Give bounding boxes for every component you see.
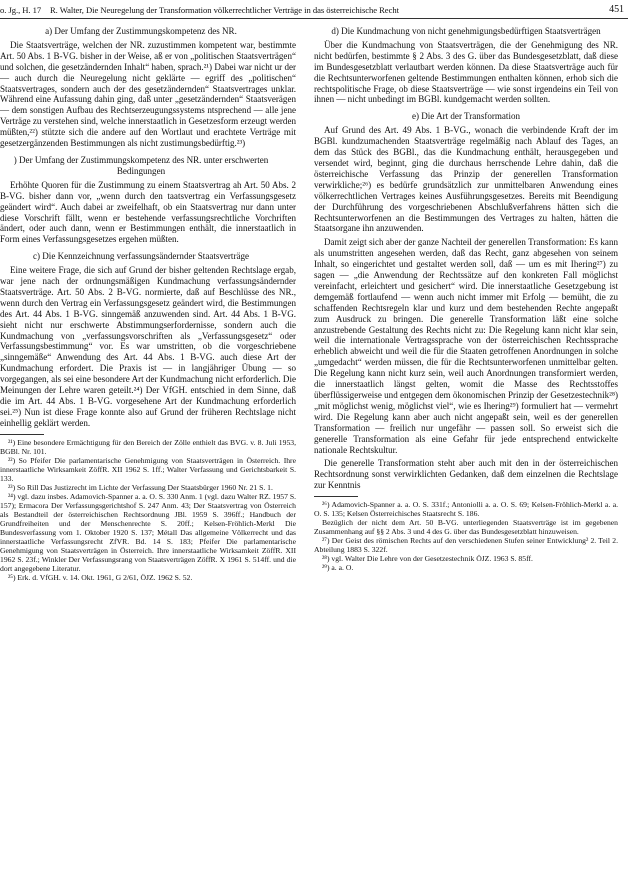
right-column [314, 26, 618, 573]
running-title: R. Walter, Die Neuregelung der Transformation völkerrechtlicher Verträge in das österreichische Recht [50, 5, 399, 15]
page-number: 451 [609, 4, 624, 15]
section-heading-c: c) Die Kennzeichnung verfassungsändernder Staatsverträge [32, 251, 250, 262]
running-header [0, 4, 628, 18]
footnote-24: ²⁴) vgl. dazu insbes. Adamovich-Spanner a. a. O. S. 330 Anm. 1 (vgl. dazu Walter RZ. 1957 S. 157); Ermacora Der Verfassungsgerichtshof S. 247 Anm. 43; Der Staatsvertrag von Österreich als Bestandteil der österreichischen Rechtsordnung JBl. 1959 S. 396ff.; Handbuch der Grundfreiheiten und der Menschenrechte S. 20ff.; Kelsen-Fröhlich-Merkl Die Bundesverfassung vom 1. Oktober 1920 S. 137; Métall Das allgemeine Völkerrecht und das innerstaatliche Verfassungsrecht ZfVR. Bd. 14 S. 183; Pfeifer Die parlamentarische Genehmigung von Staatsverträgen in Österreich. Ihre innerstaatliche Wirksamkeit ZöffR. XII 1962 S. 23f.; Winkler Der Verfassungsrang von Staatsverträgen ZöffR. X 1961 S. 514ff. und die dort angegebene Literatur. [0, 492, 296, 574]
paragraph-e3: Die generelle Transformation steht aber auch mit den in der österreichischen Rechtsordnung sonst verwirklichten Gedanken, daß dem einzelnen die Rechtslage zur Kenntnis [314, 458, 618, 491]
section-heading-e: e) Die Art der Transformation [411, 111, 521, 122]
journal-volume: o. Jg., H. 17 [0, 5, 42, 15]
footnote-26: ²⁶) Adamovich-Spanner a. a. O. S. 331f.; Antoniolli a. a. O. S. 69; Kelsen-Fröhlich-Merkl a. a. O. S. 135; Kelsen Österreichisches Staatsrecht S. 186. [314, 500, 618, 519]
paragraph-e1: Auf Grund des Art. 49 Abs. 1 B-VG., wonach die verbindende Kraft der im BGBl. kundzumachenden Staatsverträge regelmäßig nach Ablauf des Tages, an dem das Stück des BGBl., das die Kundmachung enthält, herausgegeben und versendet wird, beginnt, ging die durchaus herrschende Lehre dahin, daß die österreichische Verfassung das Prinzip der generellen Transformation verwirkliche;²⁶) es bedürfe grundsätzlich zur unmittelbaren Anwendung eines völkerrechtlichen Vertrages keines Ausführungsgesetzes. Bereits mit Beendigung der Durchführung des vorgeschriebenen Abschlußverfahrens hätten sich die Rechtsunterworfenen an die Bestimmungen des Vertrages zu halten, hätten die Staatsorgane ihn anzuwenden. [314, 125, 618, 234]
footnote-21: ²¹) Eine besondere Ermächtigung für den Bereich der Zölle enthielt das BVG. v. 8. Juli 1953, BGBl. Nr. 101. [0, 437, 296, 456]
section-heading-b: ) Der Umfang der Zustimmungskompetenz des NR. unter erschwerten Bedingungen [13, 154, 269, 176]
footnote-22: ²²) So Pfeifer Die parlamentarische Genehmigung von Staatsverträgen in Österreich. Ihre innerstaatliche Wirksamkeit ZöffR. XII 1962 S. 1ff.; Walter Verfassung und Gerichtsbarkeit S. 133. [0, 455, 296, 483]
section-heading-a: a) Der Umfang der Zustimmungskompetenz des NR. [45, 26, 237, 36]
footnote-rule [314, 496, 358, 497]
section-heading-d: d) Die Kundmachung von nicht genehmigungsbedürftigen Staatsverträgen [331, 26, 601, 36]
paragraph-a: Die Staatsverträge, welchen der NR. zuzustimmen kompetent war, bestimmte Art. 50 Abs. 1 B-VG. bisher in der Weise, aß er von „politischen Staatsverträgen“ und solchen, die gesetzändernden Inhalt“ haben, sprach.²¹) Dabei war nicht ur der — auch durch die Neuregelung nicht geklärte — egriff des „politischen“ Staatsvertrages, sondern auch der des gesetzändernden“ Staatsvertrages unklar. Während eine Aufassung dahin ging, daß unter „gesetzändernden“ Staatsverägen — dem sonstigen Aufbau des Rechtserzeugungssystems ntsprechend — alle jene Verträge zu verstehen sind, welche innerstaatlich in Gesetzesform erzeugt werden müßten,²²) stützte sich die andere auf den Wortlaut und erachtete Verträge mit gesetzergänzenden Bestimmungen als nicht zustimungsbedürftig.²³) [0, 39, 296, 149]
paragraph-d: Über die Kundmachung von Staatsverträgen, die der Genehmigung des NR. nicht bedürfen, bestimmte § 2 Abs. 3 des G. über das Bundesgesetzblatt, daß diese im Bundesgesetzblatt verlautbart werden können. Da diese Staatsverträge auch für die Rechtsunterworfenen geltende Bestimmungen enthalten können, erhob sich die rechtspolitische Frage, ob diese Staatsverträge — wie sonst irgendeins ein Teil von ihnen — nicht unbedingt im BGBl. kundgemacht werden sollten. [314, 39, 618, 105]
left-column [0, 26, 296, 582]
paragraph-e2: Damit zeigt sich aber der ganze Nachteil der generellen Transformation: Es kann als unumstritten angesehen werden, daß das Recht, ganz abgesehen von seinem Inhalt, so eingerichtet und gestaltet werden soll, daß — um es mit Ihering²⁷) zu sagen — „die Anwendung der Rechtssätze auf den konkreten Fall möglichst vereinfacht, erleichtert und gesichert“ wird. Die innerstaatliche Gesetzgebung ist demgemäß fortlaufend — wenn auch nicht immer mit Erfolg — bemüht, die zu schaffenden Rechtsregeln klar und kurz und dem bestehenden Rechte angepaßt zum Ausdruck zu bringen. Die generelle Transformation läßt eine solche anzustrebende Gestaltung des Rechts nicht zu: Die Regelung kann nicht klar sein, weil die internationale Vertragssprache von der österreichischen Rechtssprache erheblich abweicht und weil die für die Staaten getroffenen Anordnungen in solche „umgedacht“ werden müssen, die für die Rechtsunterworfenen unmittelbar gelten. Die Regelung kann nicht kurz sein, weil auch Anordnungen transformiert werden, die innerstaatlich längst gelten, womit die Masse des Rechtsstoffes überflüssigerweise und entgegen dem ökonomischen Prinzip der Gesetzestechnik²⁸) „mit möglichst wenig, möglichst viel“, wie es Ihering²⁹) formuliert hat — vermehrt wird. Die Regelung kann aber auch nicht angepaßt sein, weil es der generellen Transformation — freilich nur ungefähr — passen soll. So erweist sich die generelle Transformation als eine Gefahr für jede entsprechend entwickelte nationale Rechtskultur. [314, 237, 618, 455]
footnote-rule [0, 434, 44, 435]
footnote-27: ²⁷) Der Geist des römischen Rechts auf den verschiedenen Stufen seiner Entwicklung² 2. Teil 2. Abteilung 1883 S. 322f. [314, 536, 618, 555]
footnote-28: ²⁸) vgl. Walter Die Lehre von der Gesetzestechnik ÖJZ. 1963 S. 85ff. [322, 554, 533, 564]
footnote-25: ²⁵) Erk. d. VfGH. v. 14. Okt. 1961, G 2/61, ÖJZ. 1962 S. 52. [8, 573, 193, 583]
footnote-23: ²³) So Rill Das Justizrecht im Lichte der Verfassung Der Staatsbürger 1960 Nr. 21 S. 1. [8, 482, 273, 492]
footnote-26-continued: Bezüglich der nicht dem Art. 50 B-VG. unterliegenden Staatsverträge ist im gegebenen Zusammenhang auf §§ 2 Abs. 3 und 4 des G. über das Bundesgesetzblatt hinzuweisen. [314, 518, 618, 537]
paragraph-b: Erhöhte Quoren für die Zustimmung zu einem Staatsvertrag ah Art. 50 Abs. 2 B-VG. bisher dann vor, „wenn durch den taatsvertrag ein Verfassungsgesetz geändert wird“. Auch dabei ar zweifelhaft, ob ein Staatsvertrag nur dann unter diese Vorschrift fällt, wenn er bestehende verfassungsrechtliche Vorchriften ändert, oder auch dann, wenn er Bestimmungen enthält, die innerstaatlich in Form eines Verfassungsgesetzes ergehen müßten. [0, 179, 296, 245]
paragraph-c: Eine weitere Frage, die sich auf Grund der bisher geltenden Rechtslage ergab, war jene nach der ordnungsmäßigen Kundmachung verfassungsändernder Staatsverträge. Art. 50 Abs. 2 B-VG. normierte, daß auf Beschlüsse des NR., wenn durch den Vertrag ein Verfassungsgesetz geändert wird, die Bestimmungen des Art. 44 Abs. 1 B-VG. sinngemäß anzuwenden sind. Art. 44 Abs. 1 B-VG. sieht nicht nur erschwerte Abstimmungserfordernisse, sondern auch die Kundmachung von „verfassungsvorschriften als „Verfassungsgesetz“ oder Verfassungsbestimmung“ vor. Es war umstritten, ob die vorgeschriebene „sinngemäße“ Anwendung des Art. 44 Abs. 1 B-VG. auch diese Art der Kundmachung erfordert. Die Praxis ist — in langjähriger Übung — so vorgegangen, als sei eine besondere Art der Kundmachung nicht erforderlich. Die Meinungen der Lehre waren geteilt.²⁴) Der VfGH. entschied in dem Sinne, daß die im Art. 44 Abs. 1 B-VG. vorgesehene Art der Kundmachung erforderlich sei.²⁵) Nun ist diese Frage konnte also auf Grund der früheren Rechtslage nicht einhellig geklärt werden. [0, 265, 296, 428]
footnote-29: ²⁹) a. a. O. [322, 563, 354, 573]
header-rule [0, 18, 628, 19]
